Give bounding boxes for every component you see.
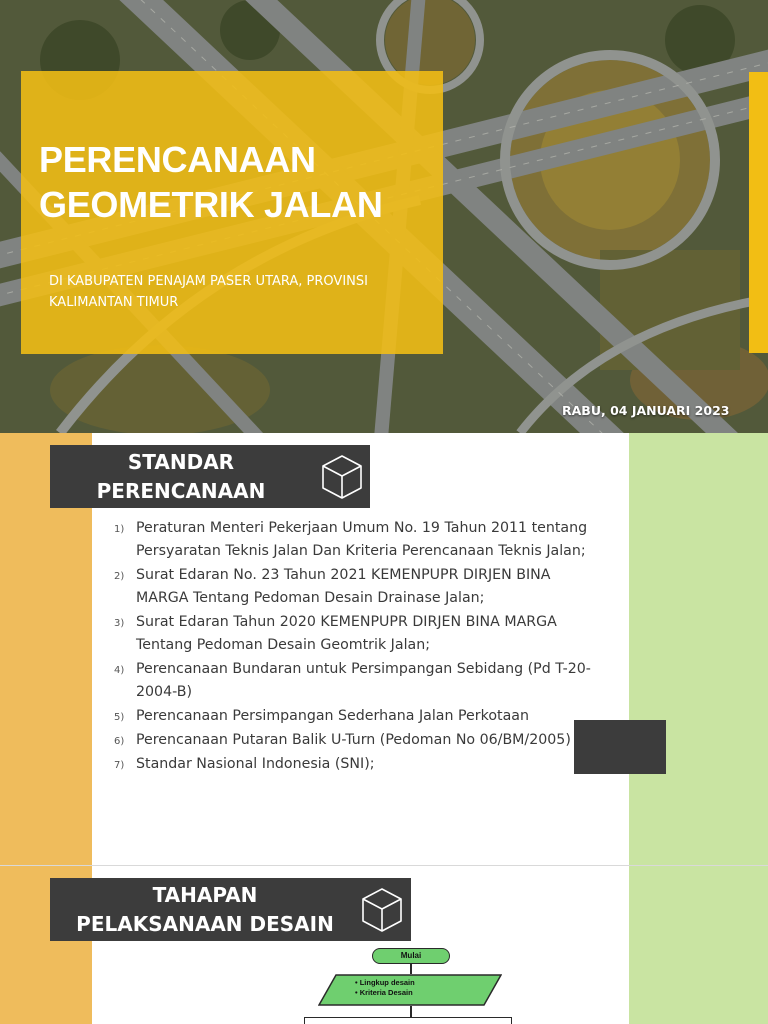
list-item-text: Perencanaan Putaran Balik U-Turn (Pedoman No 06/BM/2005)	[136, 732, 571, 748]
presentation-subtitle: DI KABUPATEN PENAJAM PASER UTARA, PROVINSI KALIMANTAN TIMUR	[49, 274, 368, 310]
flow-process-node	[304, 1017, 512, 1024]
list-item-text: Perencanaan Persimpangan Sederhana Jalan Perkotaan	[136, 708, 529, 724]
cube-icon	[320, 453, 364, 501]
section-heading: TAHAPAN PELAKSANAAN DESAIN	[76, 883, 334, 936]
section-heading: STANDAR PERENCANAAN	[96, 450, 266, 503]
flow-input-text	[355, 978, 415, 998]
section-header	[50, 445, 370, 508]
cover-slide	[0, 0, 768, 433]
list-item	[110, 705, 600, 728]
flow-start-node: Mulai	[372, 948, 450, 964]
flow-arrow	[410, 1006, 412, 1017]
list-number: 1)	[114, 524, 125, 535]
standards-list	[110, 517, 600, 777]
list-item-text: Surat Edaran Tahun 2020 KEMENPUPR DIRJEN BINA MARGA Tentang Pedoman Desain Geomtrik Jalan;	[136, 614, 557, 653]
presentation-date: RABU, 04 JANUARI 2023	[562, 403, 730, 418]
list-item	[110, 564, 600, 610]
list-item	[110, 611, 600, 657]
list-item-text: Perencanaan Bundaran untuk Persimpangan Sebidang (Pd T-20-2004-B)	[136, 661, 591, 700]
list-item-text: Standar Nasional Indonesia (SNI);	[136, 756, 375, 772]
list-item-text: Peraturan Menteri Pekerjaan Umum No. 19 Tahun 2011 tentang Persyaratan Teknis Jalan Dan Kriteria Perencanaan Teknis Jalan;	[136, 520, 588, 559]
list-number: 2)	[114, 571, 125, 582]
flow-input-item: • Lingkup desain	[355, 978, 415, 987]
list-item	[110, 517, 600, 563]
standar-slide	[0, 433, 768, 866]
list-item	[110, 729, 600, 752]
list-number: 7)	[114, 760, 125, 771]
tahapan-slide	[0, 866, 768, 1024]
flow-arrow	[410, 964, 412, 974]
list-item	[110, 753, 600, 776]
right-color-column	[629, 866, 768, 1024]
presentation-title: PERENCANAAN GEOMETRIK JALAN	[39, 139, 383, 225]
cube-icon	[360, 886, 404, 934]
list-item-text: Surat Edaran No. 23 Tahun 2021 KEMENPUPR DIRJEN BINA MARGA Tentang Pedoman Desain Drainase Jalan;	[136, 567, 551, 606]
title-box	[21, 71, 443, 354]
list-number: 3)	[114, 618, 125, 629]
list-number: 5)	[114, 712, 125, 723]
list-number: 4)	[114, 665, 125, 676]
list-number: 6)	[114, 736, 125, 747]
section-header	[50, 878, 411, 941]
flow-input-item: • Kriteria Desain	[355, 988, 413, 997]
right-color-column	[629, 433, 768, 866]
decorative-dark-block	[574, 720, 666, 774]
accent-side-bar	[749, 72, 768, 353]
list-item	[110, 658, 600, 704]
